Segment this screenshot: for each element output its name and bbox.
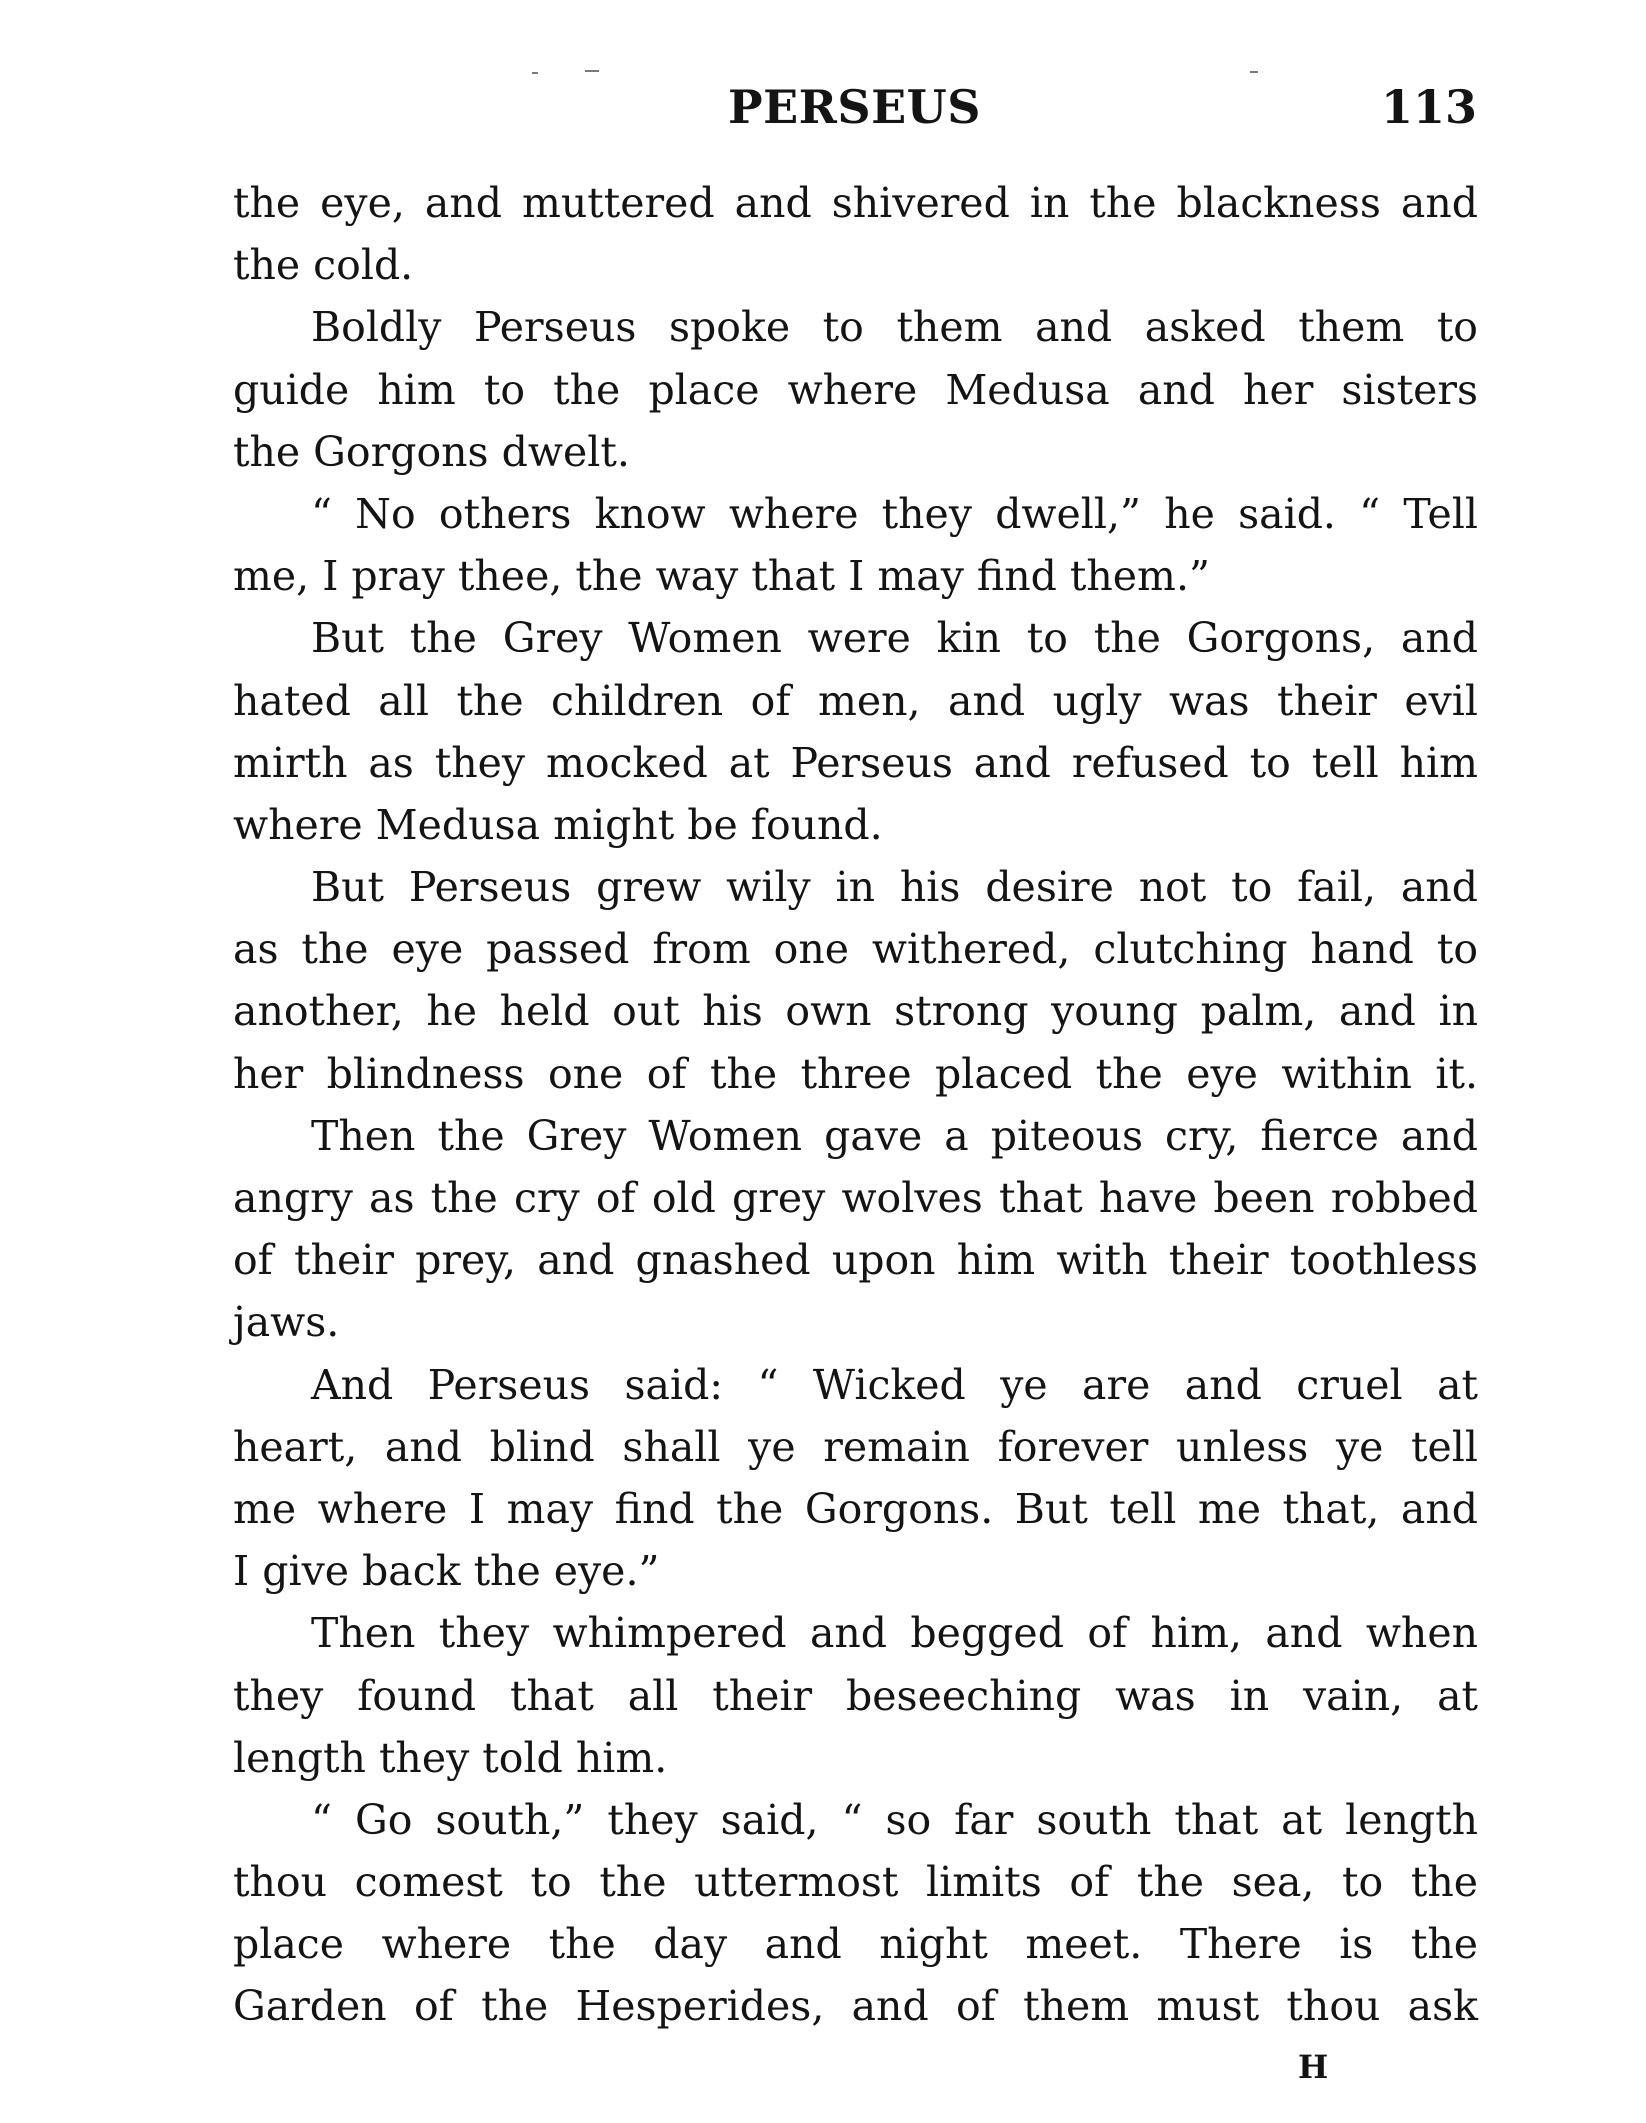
text-line: Garden of the Hesperides, and of them must thou ask — [233, 1982, 1478, 2031]
text-line: the Gorgons dwelt. — [233, 427, 630, 476]
print-speck — [1250, 71, 1258, 73]
text-line: But Perseus grew wily in his desire not to fail, and — [311, 863, 1478, 912]
text-line: her blindness one of the three placed the eye within it. — [233, 1049, 1478, 1098]
page-number: 113 — [1380, 80, 1477, 134]
text-line: me where I may find the Gorgons. But tell me that, and — [233, 1484, 1478, 1533]
text-line: jaws. — [233, 1298, 340, 1347]
text-line: Boldly Perseus spoke to them and asked them to — [311, 303, 1478, 352]
text-line: thou comest to the uttermost limits of the sea, to the — [233, 1858, 1478, 1907]
text-line: mirth as they mocked at Perseus and refused to tell him — [233, 738, 1478, 787]
text-line: angry as the cry of old grey wolves that have been robbed — [233, 1174, 1478, 1222]
text-line: length they told him. — [233, 1733, 668, 1782]
text-line: me, I pray thee, the way that I may find them.” — [233, 552, 1210, 601]
text-line: I give back the eye.” — [233, 1547, 660, 1596]
text-line: another, he held out his own strong young palm, and in — [233, 987, 1478, 1036]
running-title: PERSEUS — [728, 80, 981, 134]
text-line: And Perseus said: “ Wicked ye are and cruel at — [311, 1360, 1478, 1409]
text-line: place where the day and night meet. There is the — [233, 1920, 1478, 1969]
text-line: Then they whimpered and begged of him, and when — [311, 1609, 1478, 1658]
text-line: the eye, and muttered and shivered in the blackness and — [233, 179, 1478, 227]
text-line: of their prey, and gnashed upon him with their toothless — [233, 1236, 1478, 1285]
print-speck — [585, 70, 599, 72]
text-line: where Medusa might be found. — [233, 800, 883, 849]
text-line: as the eye passed from one withered, clutching hand to — [233, 925, 1478, 974]
text-line: “ Go south,” they said, “ so far south that at length — [311, 1795, 1478, 1844]
text-line: Then the Grey Women gave a piteous cry, fierce and — [311, 1111, 1478, 1160]
text-line: hated all the children of men, and ugly was their evil — [233, 676, 1478, 725]
text-line: “ No others know where they dwell,” he said. “ Tell — [311, 489, 1478, 538]
text-line: the cold. — [233, 241, 414, 290]
running-head — [232, 80, 1477, 140]
signature-mark: H — [1298, 2048, 1329, 2086]
text-line: But the Grey Women were kin to the Gorgons, and — [311, 614, 1478, 663]
body-text — [233, 172, 1478, 2038]
text-line: guide him to the place where Medusa and her sisters — [233, 365, 1478, 414]
text-line: heart, and blind shall ye remain forever unless ye tell — [233, 1422, 1478, 1471]
print-speck — [532, 72, 538, 74]
text-line: they found that all their beseeching was in vain, at — [233, 1671, 1478, 1720]
